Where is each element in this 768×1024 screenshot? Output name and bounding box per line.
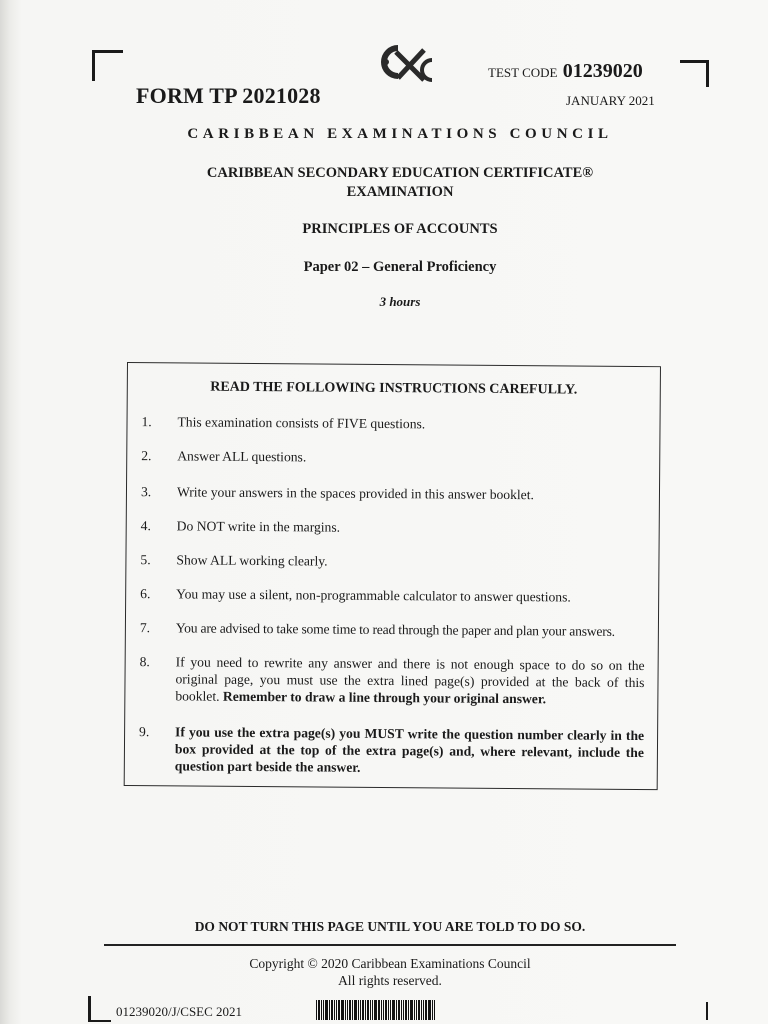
barcode-bar (354, 1000, 357, 1020)
instruction-item (140, 619, 645, 640)
copyright-notice (0, 955, 768, 989)
certificate-line-1: CARIBBEAN SECONDARY EDUCATION CERTIFICATE® (206, 165, 594, 181)
barcode-bar (352, 1000, 353, 1020)
barcode-bar (421, 1000, 422, 1020)
barcode-bar (392, 1000, 395, 1020)
copyright-line-2: All rights reserved. (338, 973, 442, 988)
instruction-item (141, 483, 646, 504)
barcode-bar (323, 1000, 324, 1020)
barcode-bar (410, 1000, 413, 1020)
barcode-bar (331, 1000, 333, 1020)
instruction-text: If you use the extra page(s) you MUST write the question number clearly in the box provided at the top of the extra page(s) and, where relevant, include the question part beside the answer. (174, 724, 645, 775)
barcode-bar (345, 1000, 346, 1020)
corner-mark-top-right (680, 60, 709, 87)
barcode-bar (385, 1000, 387, 1020)
exam-duration: 3 hours (379, 294, 421, 309)
barcode-bar (396, 1000, 397, 1020)
barcode-bar (372, 1000, 373, 1020)
barcode-bar (416, 1000, 417, 1020)
barcode-bar (349, 1000, 351, 1020)
council-name: CARIBBEAN EXAMINATIONS COUNCIL (187, 126, 613, 142)
instruction-number: 3. (140, 484, 152, 500)
barcode-bar (370, 1000, 371, 1020)
barcode-bar (338, 1000, 340, 1020)
instruction-item (141, 517, 646, 538)
barcode-bar (398, 1000, 400, 1020)
barcode-bar (318, 1000, 320, 1020)
barcode-bar (432, 1000, 433, 1020)
barcode-bar (341, 1000, 344, 1020)
copyright-line-1: Copyright © 2020 Caribbean Examinations Council (249, 956, 531, 971)
certificate-line-2: EXAMINATION (346, 184, 454, 200)
instruction-text: Write your answers in the spaces provided in this answer booklet. (176, 484, 534, 503)
instructions-box (124, 362, 661, 790)
instruction-number: 2. (141, 448, 152, 464)
barcode-bar (336, 1000, 337, 1020)
barcode-bar (316, 1000, 317, 1020)
instruction-text (175, 653, 644, 708)
instruction-number: 5. (140, 552, 151, 568)
cxc-logo-icon (372, 38, 438, 86)
test-code (488, 60, 643, 83)
instruction-text: Show ALL working clearly. (176, 552, 328, 569)
barcode-bar (365, 1000, 366, 1020)
barcode-bar (321, 1000, 322, 1020)
form-number: FORM TP 2021028 (136, 83, 321, 108)
certificate-title (0, 164, 768, 202)
barcode-bar (403, 1000, 404, 1020)
instruction-item (139, 723, 644, 778)
instruction-item (140, 585, 645, 606)
corner-mark-top-left (92, 50, 123, 81)
barcode-bar (423, 1000, 424, 1020)
instruction-text: You may use a silent, non-programmable calculator to answer questions. (176, 586, 571, 605)
instruction-text-main: If you need to rewrite any answer and there is not enough space to do so on the original page, you must use the extra lined page(s) provided at the back of this booklet. (175, 654, 645, 704)
exam-date: JANUARY 2021 (566, 93, 655, 108)
instruction-text: This examination consists of FIVE questions. (177, 414, 426, 432)
instruction-text: Answer ALL questions. (177, 448, 307, 465)
barcode-bar (408, 1000, 409, 1020)
barcode-bar (390, 1000, 391, 1020)
barcode-bar (418, 1000, 420, 1020)
subject-title: PRINCIPLES OF ACCOUNTS (302, 221, 498, 237)
barcode-bar (358, 1000, 359, 1020)
instruction-item (141, 413, 646, 434)
test-code-label: TEST CODE (488, 65, 558, 80)
instruction-item (140, 551, 645, 572)
barcode-bar (334, 1000, 335, 1020)
paper-title: Paper 02 – General Proficiency (303, 259, 497, 275)
instruction-number: 4. (140, 518, 151, 534)
barcode-bar (329, 1000, 330, 1020)
barcode-bar (383, 1000, 384, 1020)
barcode-icon (316, 1000, 454, 1020)
instruction-number: 6. (140, 586, 151, 602)
barcode-bar (374, 1000, 377, 1020)
do-not-turn-warning: DO NOT TURN THIS PAGE UNTIL YOU ARE TOLD TO DO SO. (194, 919, 586, 934)
instruction-number: 8. (139, 654, 150, 670)
page-code: 01239020/J/CSEC 2021 (116, 1004, 243, 1019)
barcode-bar (428, 1000, 431, 1020)
instruction-text: You are advised to take some time to read through the paper and plan your answers. (175, 620, 615, 639)
barcode-bar (434, 1000, 435, 1020)
barcode-bar (414, 1000, 415, 1020)
barcode-bar (325, 1000, 328, 1020)
barcode-bar (360, 1000, 361, 1020)
footer-divider (104, 944, 676, 946)
instruction-item (141, 447, 646, 468)
corner-mark-bottom-right (706, 1002, 710, 1020)
barcode-bar (388, 1000, 389, 1020)
corner-mark-bottom-left (88, 996, 111, 1022)
instruction-number: 1. (141, 414, 152, 430)
instruction-text: Do NOT write in the margins. (176, 518, 341, 535)
barcode-bar (347, 1000, 348, 1020)
barcode-bar (378, 1000, 380, 1020)
barcode-bar (425, 1000, 427, 1020)
instruction-item (139, 653, 644, 708)
barcode-bar (362, 1000, 364, 1020)
instruction-text-emphasis: Remember to draw a line through your original answer. (222, 688, 547, 707)
barcode-bar (381, 1000, 382, 1020)
instruction-number: 9. (139, 724, 150, 740)
barcode-bar (401, 1000, 402, 1020)
instruction-number: 7. (139, 620, 151, 636)
instructions-heading: READ THE FOLLOWING INSTRUCTIONS CAREFULLY. (210, 379, 578, 398)
barcode-bar (405, 1000, 407, 1020)
barcode-bar (367, 1000, 369, 1020)
test-code-value: 01239020 (562, 60, 643, 82)
